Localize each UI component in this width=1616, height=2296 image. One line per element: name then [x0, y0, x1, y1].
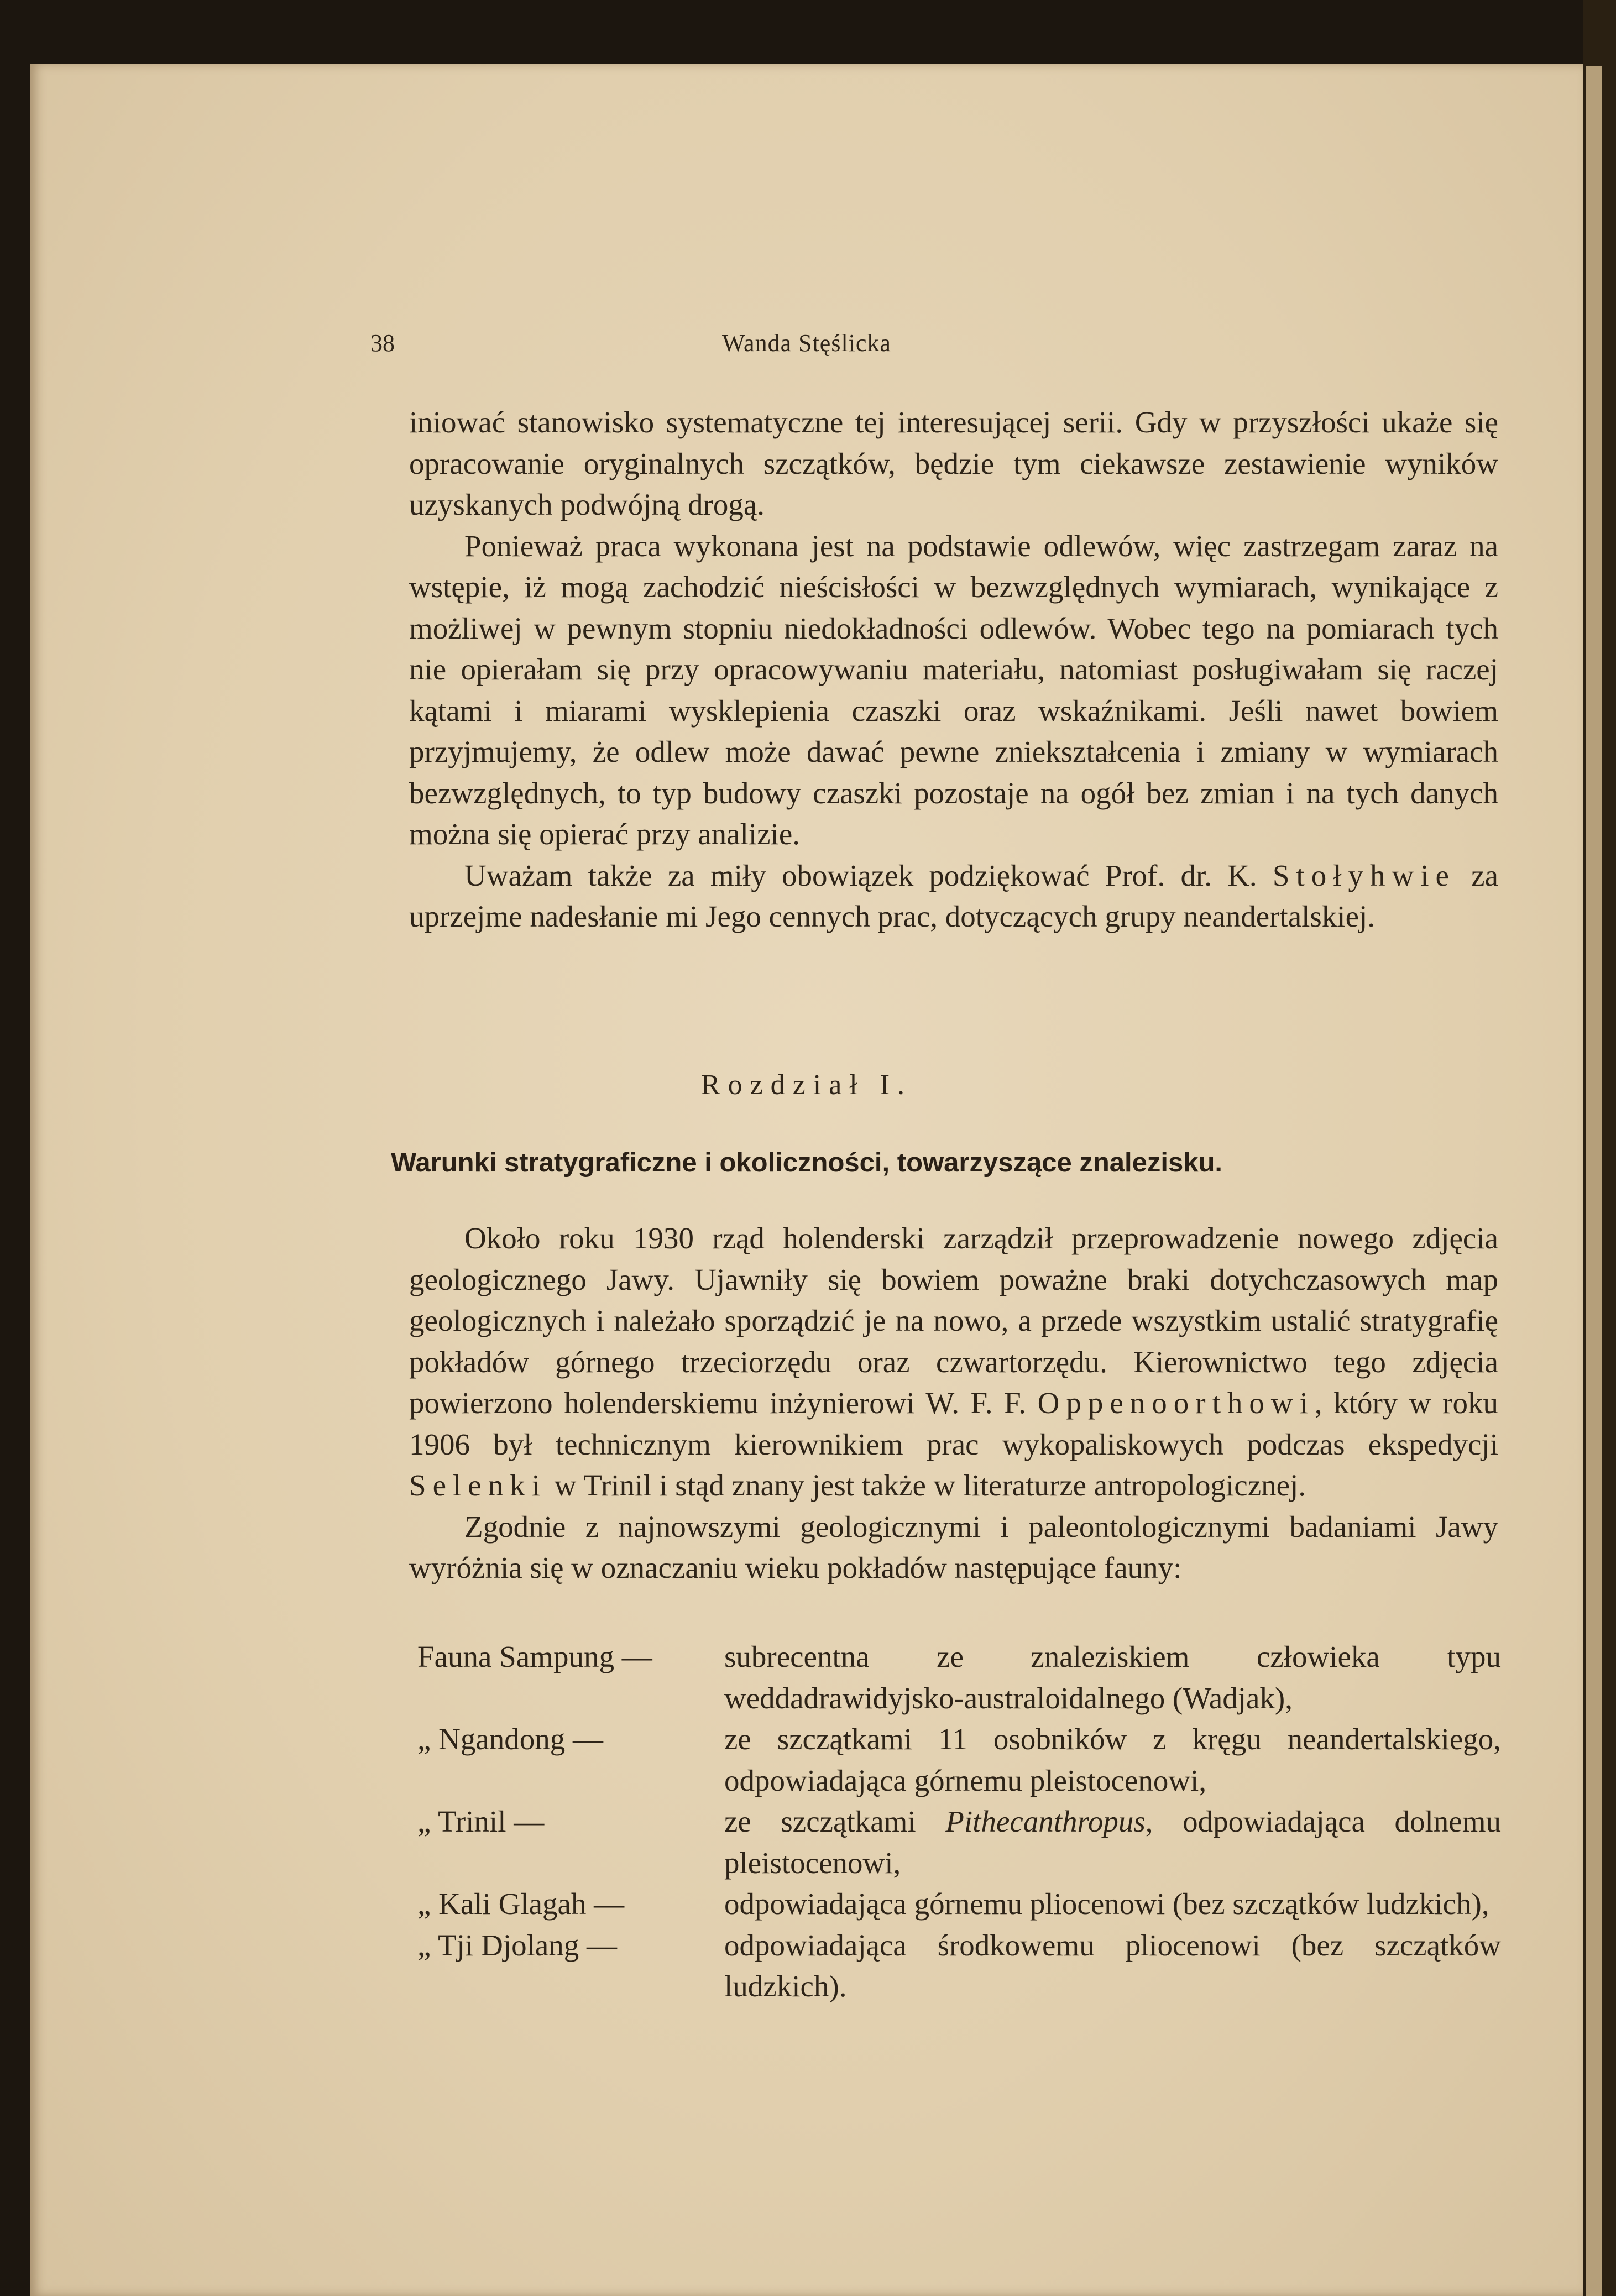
list-item [417, 1884, 1501, 1925]
running-head: Wanda Stęślicka [722, 330, 891, 357]
next-page-edge [1586, 66, 1602, 2296]
text-run: Uważam także za miły obowiązek podziękować Prof. dr. K. [464, 858, 1273, 892]
text-run: Około roku 1930 rząd holenderski zarządził przeprowadzenie nowego zdjęcia geologicznego Jawy. Ujawniły się bowiem poważne braki dotychczasowych map geologicznych i należało sporządzić je na nowo, a przede wszystkim ustalić stratygrafię pokładów górnego trzeciorzędu oraz czwartorzędu. Kierownictwo tego zdjęcia powierzono holenderskiemu inżynierowi W. F. F. [409, 1221, 1498, 1420]
person-name: Oppenoorthowi [1037, 1386, 1315, 1420]
list-item [417, 1636, 1501, 1719]
book-page [30, 64, 1583, 2296]
text-run: , odpowiadająca dolnemu pleistocenowi, [724, 1805, 1501, 1880]
fauna-description: odpowiadająca górnemu pliocenowi (bez szczątków ludzkich), [724, 1887, 1489, 1921]
chapter-label: Rozdział I. [700, 1069, 913, 1101]
fauna-label: „ Kali Glagah — [417, 1887, 625, 1921]
fauna-label: „ Ngandong — [417, 1722, 604, 1756]
fauna-label: „ Trinil — [417, 1805, 545, 1838]
paragraph: Ponieważ praca wykonana jest na podstawie odlewów, więc zastrzegam zaraz na wstępie, iż mogą zachodzić nieścisłości w bezwzględnych wymiarach, wynikające z możliwej w pewnym stopniu niedokładności odlewów. Wobec tego na pomiarach tych nie opierałam się przy opracowywaniu materiału, natomiast posługiwałam się raczej kątami i miarami wysklepienia czaszki oraz wskaźnikami. Jeśli nawet bowiem przyjmujemy, że odlew może dawać pewne zniekształcenia i zmiany w wymiarach bezwzględnych, to typ budowy czaszki pozostaje na ogół bez zmian i na tych danych można się opierać przy analizie. [409, 529, 1498, 851]
list-item [417, 1925, 1501, 2007]
text-run: , który w roku 1906 był technicznym kierownikiem prac wykopaliskowych podczas ekspedycji [409, 1386, 1498, 1461]
list-item [417, 1719, 1501, 1801]
fauna-label: „ Tji Djolang — [417, 1928, 618, 1962]
fauna-description: subrecentna ze znaleziskiem człowieka typu weddadrawidyjsko-australoidalnego (Wadjak), [724, 1640, 1501, 1715]
text-run: za uprzejme nadesłanie mi Jego cennych prac, dotyczących grupy neandertalskiej. [409, 858, 1498, 933]
fauna-description: ze szczątkami 11 osobników z kręgu neandertalskiego, odpowiadająca górnemu pleistocenowi, [724, 1722, 1501, 1797]
paragraph [409, 1218, 1498, 1507]
paragraph: Zgodnie z najnowszymi geologicznymi i paleontologicznymi badaniami Jawy wyróżnia się w oznaczaniu wieku pokładów następujące fauny: [409, 1509, 1498, 1584]
text-run: ze szczątkami [724, 1805, 946, 1838]
text-run: w Trinil i stąd znany jest także w literaturze antropologicznej. [546, 1468, 1306, 1502]
fauna-description [724, 1801, 1501, 1884]
fauna-description: odpowiadająca środkowemu pliocenowi (bez szczątków ludzkich). [724, 1928, 1501, 2003]
person-name: Selenki [409, 1468, 547, 1502]
chapter-body [409, 1218, 1498, 1589]
chapter-title: Warunki stratygraficzne i okoliczności, towarzyszące znalezisku. [390, 1148, 1223, 1178]
page-header [30, 329, 1583, 362]
fauna-list [417, 1636, 1501, 2007]
intro-section [409, 402, 1498, 938]
person-name: Stołyhwie [1272, 858, 1456, 892]
acknowledgement-paragraph [409, 855, 1498, 938]
fauna-label: Fauna Sampung — [417, 1640, 652, 1673]
taxon-name: Pithecanthropus [945, 1805, 1146, 1838]
list-item [417, 1801, 1501, 1884]
paragraph: iniować stanowisko systematyczne tej interesującej serii. Gdy w przyszłości ukaże się opracowanie oryginalnych szczątków, będzie tym ciekawsze zestawienie wyników uzyskanych podwójną drogą. [409, 405, 1498, 521]
page-number: 38 [370, 330, 395, 357]
